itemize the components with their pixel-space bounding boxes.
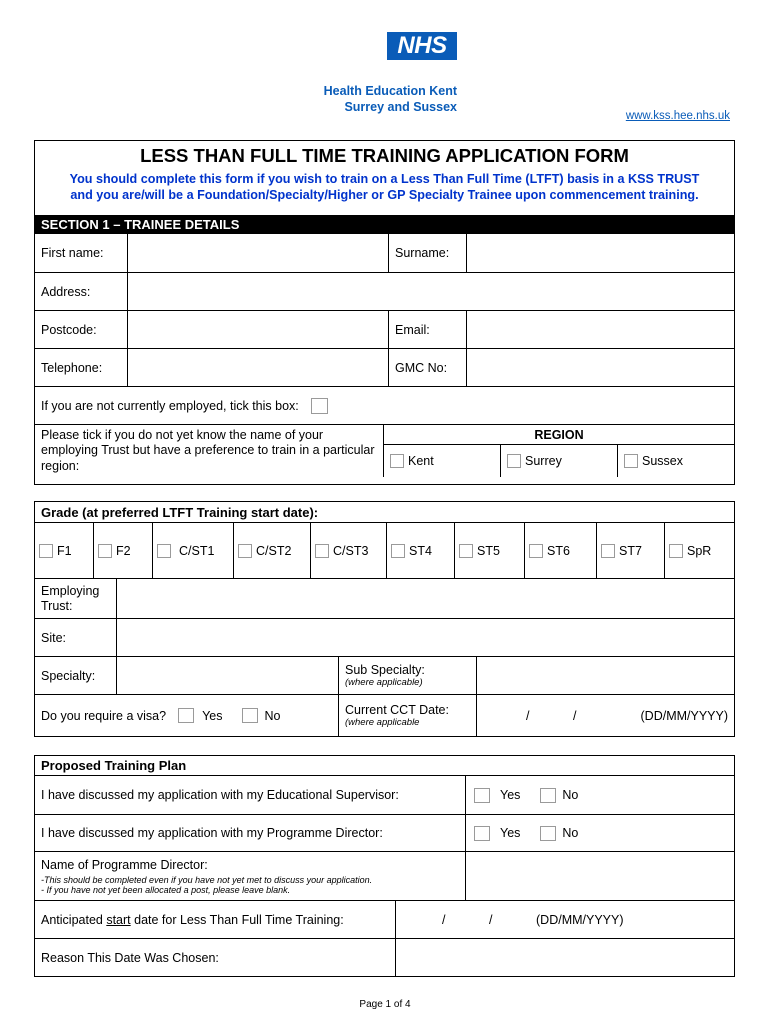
grade-options-row (35, 523, 734, 579)
visa-yes-label: Yes (202, 708, 223, 723)
region-block (383, 425, 734, 477)
f2-label: F2 (116, 543, 131, 558)
grade-st5[interactable] (454, 523, 524, 578)
start-underlined: start (106, 912, 131, 927)
f1-label: F1 (57, 543, 72, 558)
start-slash-2: / (489, 912, 493, 927)
reason-label: Reason This Date Was Chosen: (41, 950, 219, 965)
grade-st6[interactable] (524, 523, 596, 578)
ed-yes-checkbox[interactable] (474, 788, 490, 803)
email-input[interactable] (466, 311, 734, 348)
sub-specialty-note: (where applicable) (345, 677, 423, 688)
spr-checkbox[interactable] (669, 544, 683, 558)
employment-row (35, 386, 734, 424)
cct-date-input[interactable] (476, 695, 734, 736)
kent-checkbox[interactable] (390, 454, 404, 468)
pd-name-note-2: - If you have not yet been allocated a post, please leave blank. (41, 884, 291, 895)
not-employed-label: If you are not currently employed, tick this box: (41, 398, 299, 413)
cst2-label: C/ST2 (256, 543, 292, 558)
st5-label: ST5 (477, 543, 500, 558)
name-row (35, 234, 734, 272)
ed-yes-label: Yes (500, 788, 521, 802)
address-row (35, 272, 734, 310)
telephone-input[interactable] (127, 349, 388, 386)
prog-director-label: I have discussed my application with my Programme Director: (41, 826, 383, 840)
start-date-input[interactable] (395, 901, 734, 938)
prog-director-row (35, 814, 734, 851)
cct-cell (338, 695, 476, 736)
cct-date-format: (DD/MM/YYYY) (640, 708, 728, 723)
grade-f2[interactable] (93, 523, 152, 578)
st4-checkbox[interactable] (391, 544, 405, 558)
cct-slash-2: / (573, 708, 577, 723)
cst1-label: C/ST1 (179, 543, 215, 558)
postcode-row (35, 310, 734, 348)
address-input[interactable] (127, 273, 734, 310)
ed-supervisor-options (465, 776, 734, 814)
start-date-format: (DD/MM/YYYY) (536, 912, 624, 927)
pd-no-label: No (562, 826, 579, 840)
sub-specialty-input[interactable] (476, 657, 734, 694)
start-slash-1: / (442, 912, 446, 927)
grade-st4[interactable] (386, 523, 454, 578)
cst1-checkbox[interactable] (157, 544, 171, 558)
gmc-label: GMC No: (388, 349, 466, 386)
trust-label: Employing Trust: (41, 583, 100, 613)
email-label: Email: (388, 311, 466, 348)
st7-label: ST7 (619, 543, 642, 558)
first-name-input[interactable] (127, 234, 388, 272)
plan-box (34, 755, 735, 977)
section1-heading: SECTION 1 – TRAINEE DETAILS (35, 215, 734, 234)
page-number: Page 1 of 4 (359, 999, 411, 1010)
st7-checkbox[interactable] (601, 544, 615, 558)
region-prompt: Please tick if you do not yet know the name of your employing Trust but have a preference to train in a particular region: (41, 427, 375, 473)
st6-label: ST6 (547, 543, 570, 558)
ed-supervisor-row (35, 776, 734, 814)
reason-input[interactable] (395, 939, 734, 976)
surname-label: Surname: (388, 234, 466, 272)
cct-slash-1: / (526, 708, 530, 723)
pd-name-cell (35, 852, 465, 900)
org-line-1: Health Education Kent (323, 84, 457, 98)
visa-row (35, 694, 734, 736)
st5-checkbox[interactable] (459, 544, 473, 558)
pd-name-row (35, 851, 734, 900)
site-row (35, 618, 734, 656)
st6-checkbox[interactable] (529, 544, 543, 558)
f2-checkbox[interactable] (98, 544, 112, 558)
start-pre: Anticipated (41, 912, 107, 927)
sub-specialty-cell (338, 657, 476, 694)
form-intro: You should complete this form if you wish to train on a Less Than Full Time (LTFT) basis in a KSS TRUST and you are/will be a Foundation/Specialty/Higher or GP Specialty Trainee upon commencement training. (69, 172, 700, 202)
region-heading: REGION (384, 425, 734, 445)
pd-name-label: Name of Programme Director: (41, 857, 208, 872)
postcode-input[interactable] (127, 311, 388, 348)
region-sussex[interactable] (617, 445, 734, 477)
grade-box (34, 501, 735, 737)
form-title: LESS THAN FULL TIME TRAINING APPLICATION FORM (140, 145, 629, 166)
specialty-label: Specialty: (41, 668, 96, 683)
specialty-row (35, 656, 734, 694)
address-label: Address: (41, 284, 91, 299)
visa-label: Do you require a visa? (41, 708, 167, 723)
grade-cst3[interactable] (310, 523, 386, 578)
postcode-label: Postcode: (41, 322, 97, 337)
trust-row (35, 579, 734, 618)
grade-st7[interactable] (596, 523, 664, 578)
visa-yes-checkbox[interactable] (178, 708, 194, 723)
region-surrey[interactable] (500, 445, 617, 477)
pd-yes-checkbox[interactable] (474, 826, 490, 841)
not-employed-checkbox[interactable] (311, 398, 328, 414)
start-post: date for Less Than Full Time Training: (130, 912, 344, 927)
telephone-row (35, 348, 734, 386)
region-kent[interactable] (384, 445, 500, 477)
grade-spr[interactable] (664, 523, 734, 578)
site-label: Site: (41, 630, 67, 645)
surname-input[interactable] (466, 234, 734, 272)
gmc-input[interactable] (466, 349, 734, 386)
pd-name-input[interactable] (465, 852, 734, 900)
prog-director-options (465, 815, 734, 851)
telephone-label: Telephone: (41, 360, 103, 375)
start-date-row (35, 900, 734, 938)
organisation-name (324, 83, 457, 115)
org-line-2: Surrey and Sussex (344, 100, 457, 114)
site-input[interactable] (116, 619, 734, 656)
trust-input[interactable] (116, 579, 734, 618)
ed-no-label: No (562, 788, 579, 802)
grade-cst1[interactable] (152, 523, 233, 578)
pd-no-checkbox[interactable] (540, 826, 556, 841)
ed-supervisor-label: I have discussed my application with my Educational Supervisor: (41, 788, 399, 802)
grade-f1[interactable] (35, 523, 93, 578)
nhs-logo: NHS (387, 32, 457, 60)
st4-label: ST4 (409, 543, 432, 558)
cst3-label: C/ST3 (333, 543, 369, 558)
grade-cst2[interactable] (233, 523, 310, 578)
first-name-label: First name: (41, 246, 104, 260)
sussex-label: Sussex (642, 454, 683, 468)
grade-heading: Grade (at preferred LTFT Training start date): (35, 502, 734, 523)
surrey-checkbox[interactable] (507, 454, 521, 468)
pd-yes-label: Yes (500, 826, 521, 840)
region-row (35, 424, 734, 477)
f1-checkbox[interactable] (39, 544, 53, 558)
surrey-label: Surrey (525, 454, 562, 468)
reason-row (35, 938, 734, 976)
cct-label: Current CCT Date: (345, 703, 449, 717)
sub-specialty-label: Sub Specialty: (345, 663, 425, 677)
section1-box (34, 140, 735, 485)
specialty-input[interactable] (116, 657, 338, 694)
cst3-checkbox[interactable] (315, 544, 329, 558)
spr-label: SpR (687, 543, 712, 558)
cst2-checkbox[interactable] (238, 544, 252, 558)
pd-name-note-1: -This should be completed even if you have not yet met to discuss your application. (41, 874, 373, 885)
cct-note: (where applicable (345, 717, 420, 728)
start-date-label (35, 901, 395, 938)
visa-cell (35, 695, 338, 736)
ed-no-checkbox[interactable] (540, 788, 556, 803)
sussex-checkbox[interactable] (624, 454, 638, 468)
visa-no-checkbox[interactable] (242, 708, 258, 723)
website-link[interactable]: www.kss.hee.nhs.uk (625, 110, 730, 122)
plan-heading: Proposed Training Plan (35, 756, 734, 776)
kent-label: Kent (408, 454, 434, 468)
visa-no-label: No (264, 708, 281, 723)
